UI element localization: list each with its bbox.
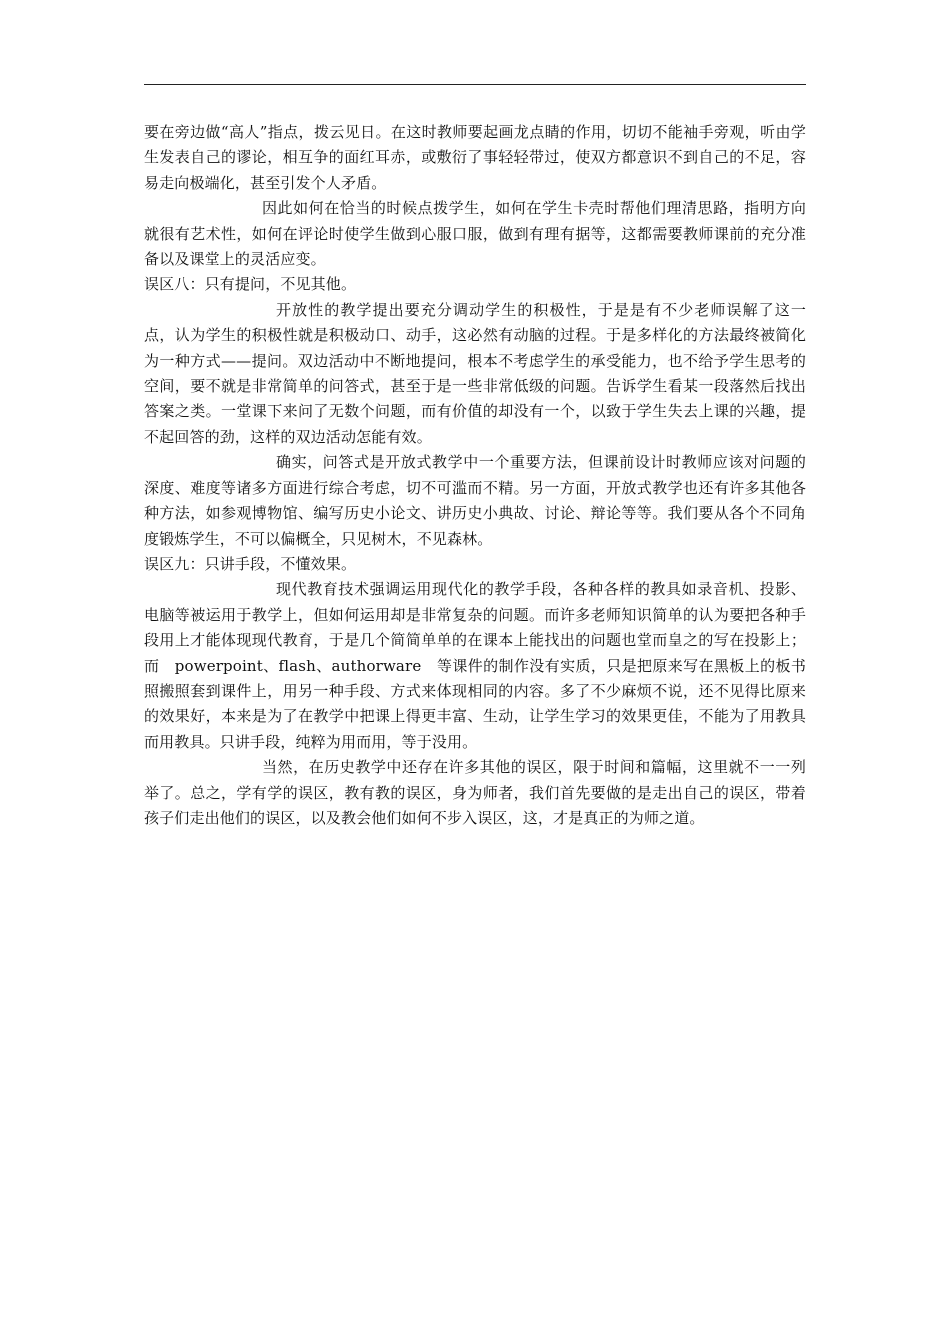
section-heading-misconception-9: 误区九：只讲手段，不懂效果。 [144,554,357,573]
paragraph-technology: 现代教育技术强调运用现代化的教学手段，各种各样的教具如录音机、投影、电脑等被运用于教学上，但如何运用却是非常复杂的问题。而许多老师知识简单的认为要把各种手段用上才能体现现代教育，于是几个简简单单的在课本上能找出的问题也堂而皇之的写在投影上；而 powerpoint、flash、authorware 等课件的制作没有实质，只是把原来写在黑板上的板书照搬照套到课件上，用另一种手段、方式来体现相同的内容。多了不少麻烦不说，还不见得比原来的效果好，本来是为了在教学中把课上得更丰富、生动，让学生学习的效果更佳，不能为了用教具而用教具。只讲手段，纯粹为用而用，等于没用。 [144,580,806,751]
header-rule [144,84,806,85]
paragraph-methods: 确实，问答式是开放式教学中一个重要方法，但课前设计时教师应该对问题的深度、难度等诸多方面进行综合考虑，切不可滥而不精。另一方面，开放式教学也还有许多其他各种方法，如参观博物馆、编写历史小论文、讲历史小典故、讨论、辩论等等。我们要从各个不同角度锻炼学生，不可以偏概全，只见树木，不见森林。 [144,453,806,548]
paragraph-questioning: 开放性的教学提出要充分调动学生的积极性，于是是有不少老师误解了这一点，认为学生的积极性就是积极动口、动手，这必然有动脑的过程。于是多样化的方法最终被简化为一种方式——提问。双边活动中不断地提问，根本不考虑学生的承受能力，也不给予学生思考的空间，要不就是非常简单的问答式，甚至于是一些非常低级的问题。告诉学生看某一段落然后找出答案之类。一堂课下来问了无数个问题，而有价值的却没有一个，以致于学生失去上课的兴趣，提不起回答的劲，这样的双边活动怎能有效。 [144,300,806,446]
section-heading-misconception-8: 误区八：只有提问，不见其他。 [144,275,357,294]
paragraph-guidance: 因此如何在恰当的时候点拨学生，如何在学生卡壳时帮他们理清思路，指明方向就很有艺术性，如何在评论时使学生做到心服口服，做到有理有据等，这都需要教师课前的充分准备以及课堂上的灵活应变。 [144,199,806,269]
paragraph-continuation: 要在旁边做“高人”指点，拨云见日。在这时教师要起画龙点睛的作用，切切不能袖手旁观，听由学生发表自己的谬论，相互争的面红耳赤，或敷衍了事轻轻带过，使双方都意识不到自己的不足，容易走向极端化，甚至引发个人矛盾。 [144,123,806,192]
document-body [144,120,806,831]
paragraph-conclusion: 当然，在历史教学中还存在许多其他的误区，限于时间和篇幅，这里就不一一列举了。总之，学有学的误区，教有教的误区，身为师者，我们首先要做的是走出自己的误区，带着孩子们走出他们的误区，以及教会他们如何不步入误区，这，才是真正的为师之道。 [144,758,806,827]
